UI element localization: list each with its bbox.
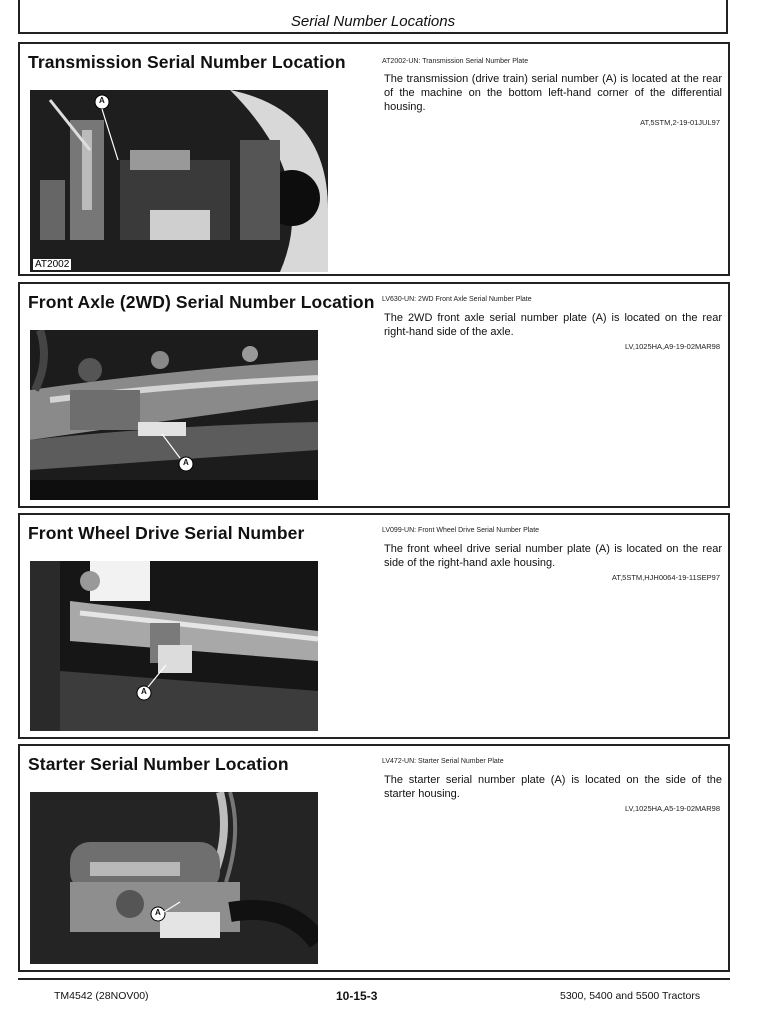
section-description: The front wheel drive serial number plate (A) is located on the rear side of the right-hand axle housing. — [384, 543, 722, 569]
section-transmission — [18, 42, 730, 276]
section-title: Front Wheel Drive Serial Number — [28, 523, 305, 543]
document-code: LV,1025HA,A9-19-02MAR98 — [624, 342, 720, 351]
section-title: Transmission Serial Number Location — [28, 52, 346, 72]
document-code: LV,1025HA,A5-19-02MAR98 — [624, 804, 720, 813]
section-description: The starter serial number plate (A) is located on the side of the starter housing. — [384, 774, 722, 800]
footer-doc-id: TM4542 (28NOV00) — [54, 990, 149, 1002]
document-code: AT,5STM,HJH0064-19-11SEP97 — [611, 573, 720, 582]
section-front-axle — [18, 282, 730, 508]
section-title: Front Axle (2WD) Serial Number Location — [28, 292, 375, 312]
callout-a: A — [99, 96, 105, 105]
footer-page-number: 10-15-3 — [336, 989, 378, 1003]
footer-rule — [18, 978, 730, 980]
footer-product: 5300, 5400 and 5500 Tractors — [560, 990, 701, 1002]
front-wheel-drive-photo — [30, 561, 318, 731]
callout-a: A — [183, 458, 189, 467]
transmission-photo — [30, 90, 328, 272]
section-description: The transmission (drive train) serial number (A) is located at the rear of the machine on the bottom left-hand corner of the differential housing. — [384, 73, 722, 113]
figure-reference: LV099-UN: Front Wheel Drive Serial Number Plate — [382, 527, 540, 534]
front-axle-photo — [30, 330, 318, 500]
section-starter — [18, 744, 730, 972]
document-code: AT,5STM,2-19-01JUL97 — [640, 118, 720, 127]
page-header — [18, 0, 728, 34]
page-header-title: Serial Number Locations — [290, 13, 456, 30]
figure-reference: LV472-UN: Starter Serial Number Plate — [382, 758, 504, 765]
section-front-wheel-drive — [18, 513, 730, 739]
section-description: The 2WD front axle serial number plate (A) is located on the rear right-hand side of the axle. — [384, 312, 722, 338]
figure-reference: LV630-UN: 2WD Front Axle Serial Number Plate — [382, 296, 532, 303]
figure-label: AT2002 — [35, 259, 70, 270]
callout-a: A — [155, 908, 161, 917]
figure-reference: AT2002-UN: Transmission Serial Number Plate — [382, 58, 529, 65]
section-title: Starter Serial Number Location — [28, 754, 289, 774]
starter-photo — [30, 792, 318, 964]
callout-a: A — [141, 687, 147, 696]
